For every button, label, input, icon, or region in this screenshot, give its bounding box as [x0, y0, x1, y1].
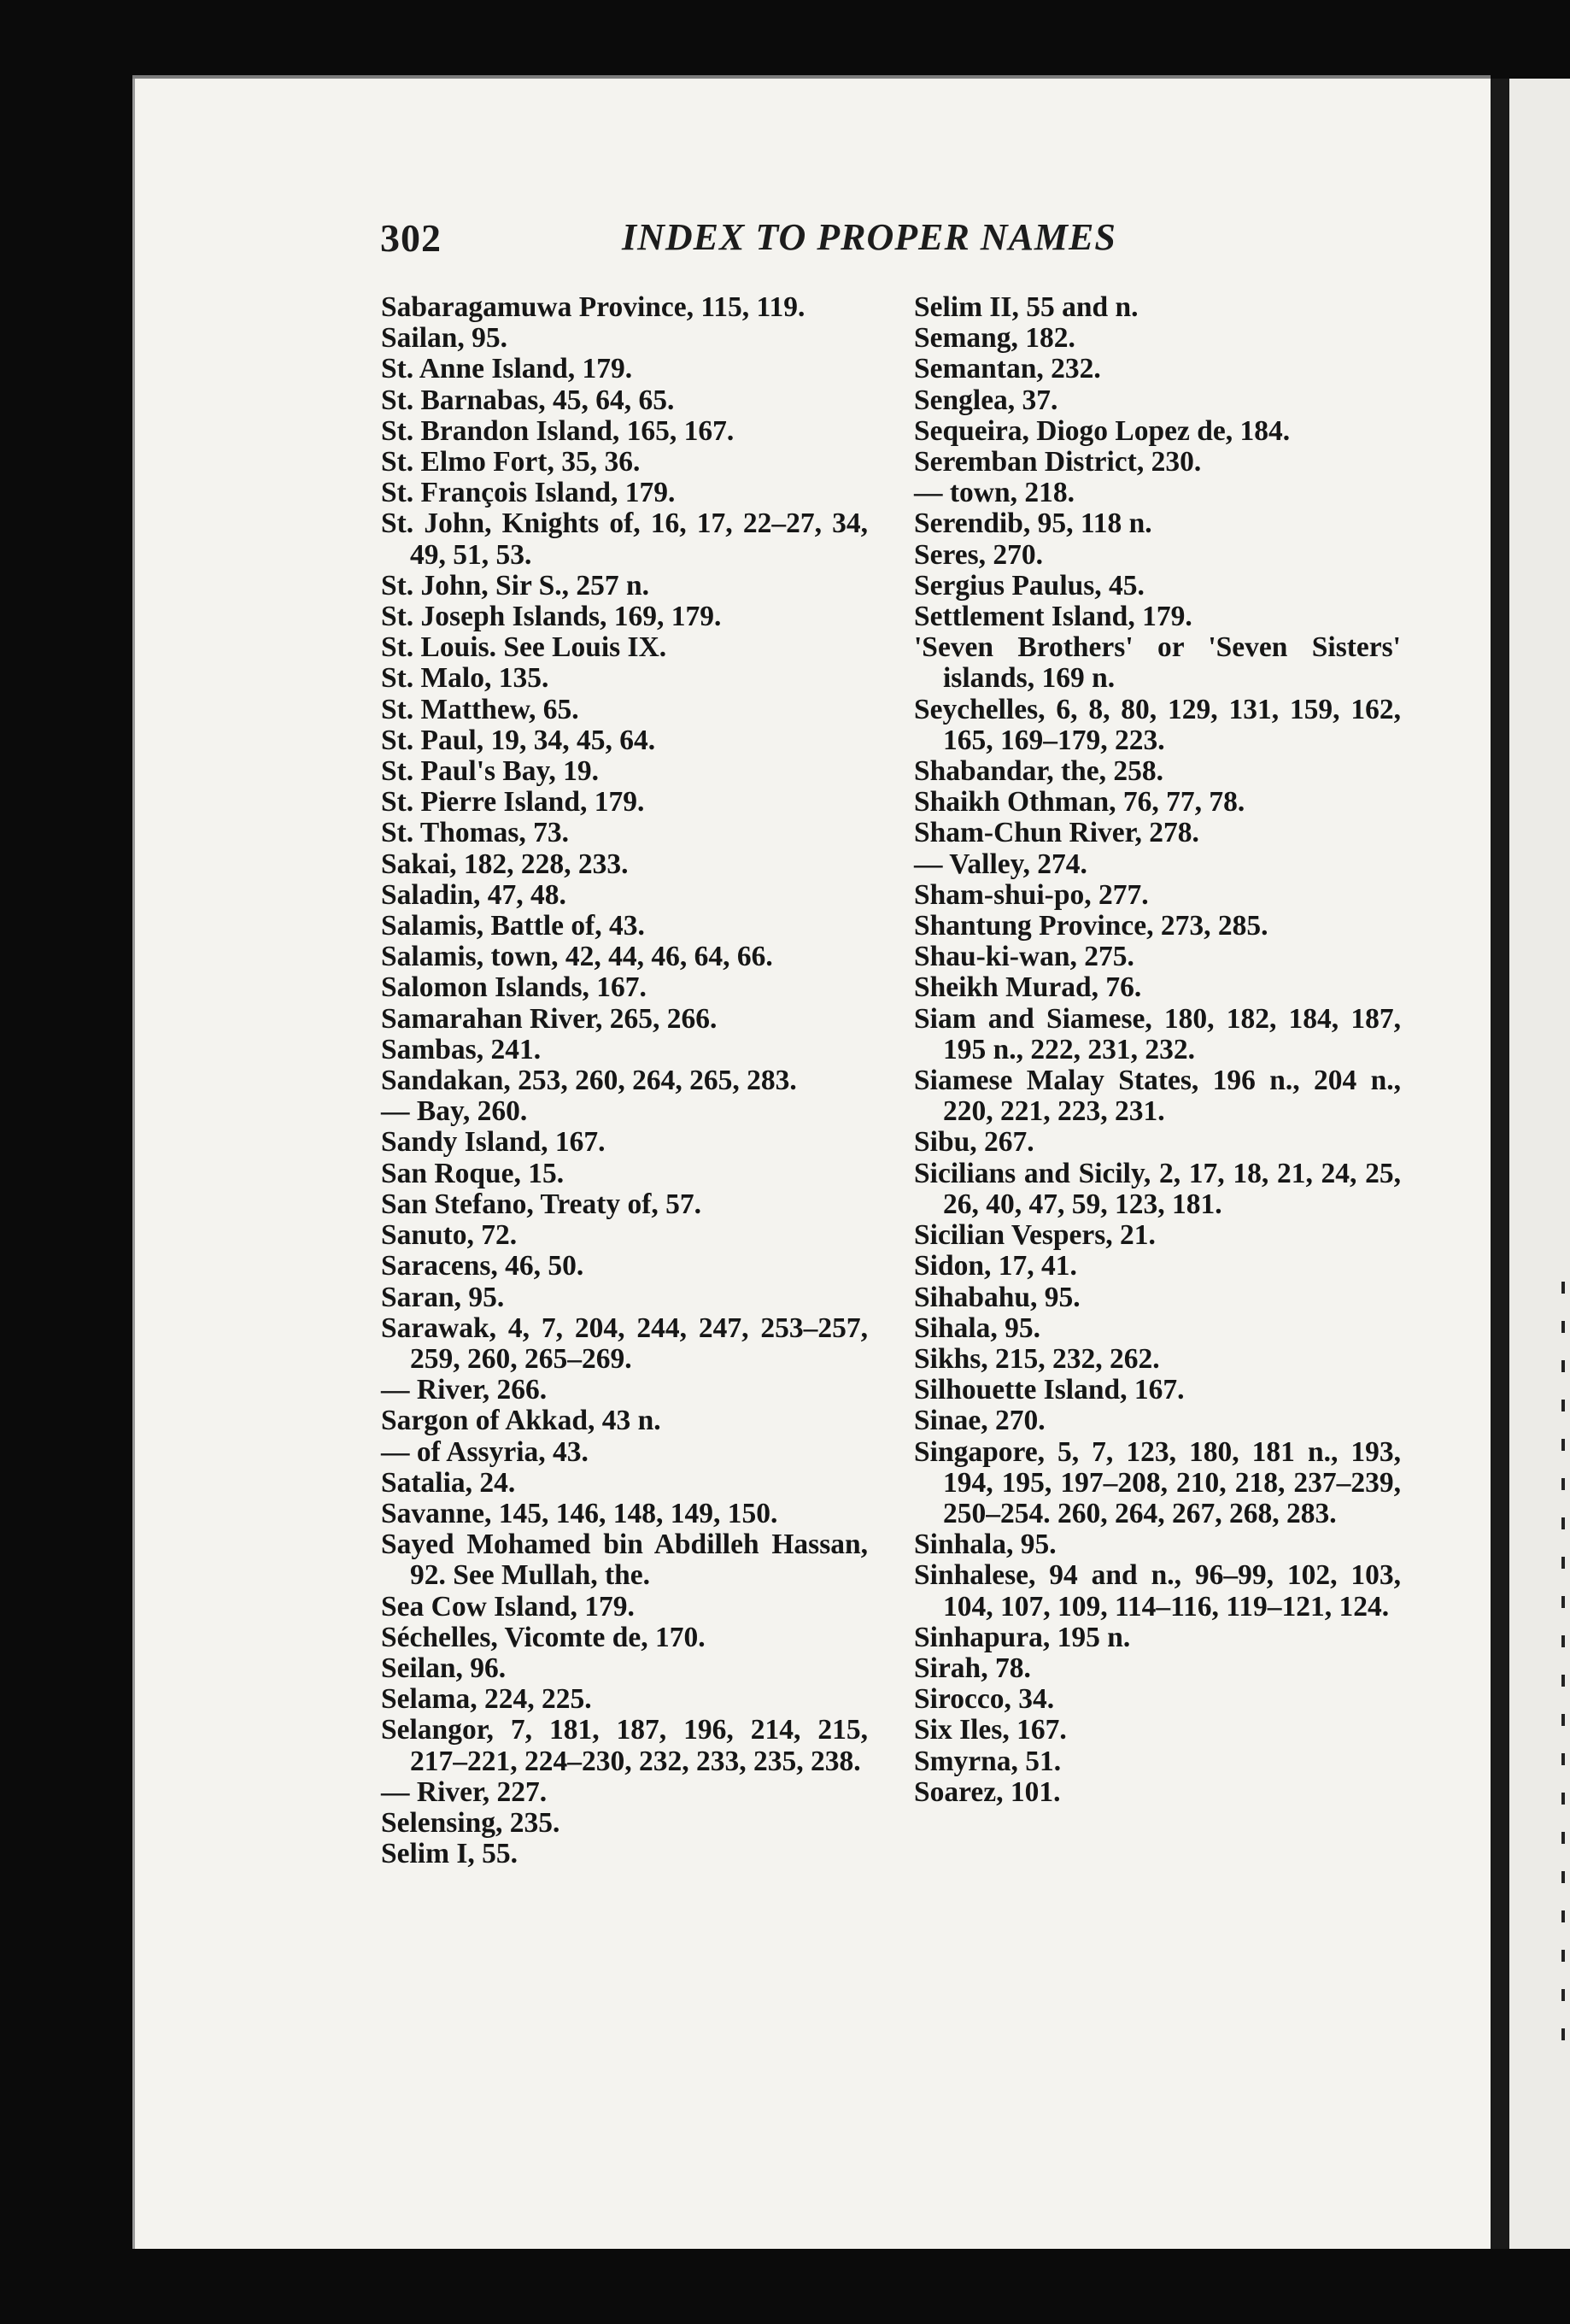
index-entry: Shabandar, the, 258. — [914, 755, 1163, 788]
index-entry: Samarahan River, 265, 266. — [381, 1002, 718, 1035]
index-entry: St. François Island, 179. — [381, 477, 676, 509]
index-entry: Siamese Malay States, 196 n., 204 n., 220, 221, 223, 231. — [914, 1065, 1401, 1128]
index-entry: — River, 266. — [381, 1374, 548, 1406]
index-entry: Sergius Paulus, 45. — [914, 569, 1145, 602]
index-column-left — [381, 292, 868, 1869]
index-entry: — Bay, 260. — [381, 1095, 528, 1128]
index-entry: Saladin, 47, 48. — [381, 878, 566, 911]
index-entry: St. Malo, 135. — [381, 662, 549, 695]
index-entry: Salomon Islands, 167. — [381, 971, 647, 1004]
index-entry: San Roque, 15. — [381, 1157, 565, 1189]
index-entry: Sham-Chun River, 278. — [914, 817, 1199, 849]
index-entry: St. John, Sir S., 257 n. — [381, 569, 650, 602]
index-entry: Soarez, 101. — [914, 1775, 1061, 1808]
index-entry: St. Matthew, 65. — [381, 693, 579, 725]
index-entry: Sargon of Akkad, 43 n. — [381, 1405, 661, 1437]
index-entry: Sailan, 95. — [381, 322, 508, 355]
index-entry: St. Barnabas, 45, 64, 65. — [381, 384, 675, 416]
index-entry: Séchelles, Vicomte de, 170. — [381, 1621, 706, 1653]
index-entry: Sinhala, 95. — [914, 1529, 1057, 1561]
index-entry: St. Joseph Islands, 169, 179. — [381, 601, 722, 633]
index-entry: Sayed Mohamed bin Abdilleh Hassan, 92. See Mullah, the. — [381, 1529, 868, 1592]
index-entry: Saran, 95. — [381, 1281, 505, 1313]
index-entry: St. John, Knights of, 16, 17, 22–27, 34, 49, 51, 53. — [381, 508, 868, 571]
index-entry: Selangor, 7, 181, 187, 196, 214, 215, 217–221, 224–230, 232, 233, 235, 238. — [381, 1714, 868, 1777]
index-entry: Siam and Siamese, 180, 182, 184, 187, 195 n., 222, 231, 232. — [914, 1002, 1401, 1065]
index-entry: Sibu, 267. — [914, 1126, 1034, 1159]
index-entry: St. Thomas, 73. — [381, 817, 569, 849]
index-entry: Settlement Island, 179. — [914, 601, 1192, 633]
index-entry: Senglea, 37. — [914, 384, 1058, 416]
index-entry: 'Seven Brothers' or 'Seven Sisters' islands, 169 n. — [914, 631, 1401, 695]
index-entry: Serendib, 95, 118 n. — [914, 508, 1152, 540]
index-column-right — [914, 292, 1401, 1808]
index-entry: Sabaragamuwa Province, 115, 119. — [381, 291, 806, 323]
facing-page-marks — [1561, 1282, 1565, 2051]
index-entry: Shaikh Othman, 76, 77, 78. — [914, 786, 1245, 819]
index-entry: Sarawak, 4, 7, 204, 244, 247, 253–257, 259, 260, 265–269. — [381, 1312, 868, 1375]
index-entry: Sihala, 95. — [914, 1312, 1041, 1344]
running-head: INDEX TO PROPER NAMES — [622, 216, 1116, 258]
index-entry: St. Paul's Bay, 19. — [381, 755, 600, 788]
index-entry: Sidon, 17, 41. — [914, 1250, 1077, 1282]
index-entry: Sinhalese, 94 and n., 96–99, 102, 103, 104, 107, 109, 114–116, 119–121, 124. — [914, 1559, 1401, 1623]
index-entry: St. Anne Island, 179. — [381, 353, 633, 385]
page-number: 302 — [380, 216, 442, 260]
index-entry: Sanuto, 72. — [381, 1219, 518, 1252]
index-entry: Selim I, 55. — [381, 1838, 518, 1870]
index-entry: Sequeira, Diogo Lopez de, 184. — [914, 414, 1291, 447]
index-entry: Semang, 182. — [914, 322, 1075, 355]
index-entry: Sicilians and Sicily, 2, 17, 18, 21, 24, 25, 26, 40, 47, 59, 123, 181. — [914, 1157, 1401, 1220]
index-entry: Salamis, town, 42, 44, 46, 64, 66. — [381, 941, 773, 973]
index-entry: St. Paul, 19, 34, 45, 64. — [381, 724, 656, 756]
index-entry: Selim II, 55 and n. — [914, 291, 1139, 323]
index-entry: Singapore, 5, 7, 123, 180, 181 n., 193, 194, 195, 197–208, 210, 218, 237–239, 250–254. 260, 264, 267, 268, 283. — [914, 1435, 1401, 1529]
index-entry: Sham-shui-po, 277. — [914, 878, 1149, 911]
index-entry: St. Elmo Fort, 35, 36. — [381, 446, 641, 478]
index-entry: Seilan, 96. — [381, 1652, 507, 1684]
book-gutter — [1491, 79, 1509, 2249]
index-entry: Selama, 224, 225. — [381, 1683, 592, 1716]
index-entry: Shantung Province, 273, 285. — [914, 910, 1268, 942]
index-entry: Sinae, 270. — [914, 1405, 1046, 1437]
index-entry: Semantan, 232. — [914, 353, 1101, 385]
index-entry: Six Iles, 167. — [914, 1714, 1067, 1746]
index-entry: Seres, 270. — [914, 538, 1044, 571]
index-entry: Selensing, 235. — [381, 1806, 560, 1839]
index-entry: Sambas, 241. — [381, 1033, 542, 1065]
index-entry: Salamis, Battle of, 43. — [381, 910, 645, 942]
index-entry: Sirocco, 34. — [914, 1683, 1055, 1716]
index-entry: Silhouette Island, 167. — [914, 1374, 1185, 1406]
index-entry: Sicilian Vespers, 21. — [914, 1219, 1156, 1252]
index-entry: St. Louis. See Louis IX. — [381, 631, 667, 664]
index-entry: Sandy Island, 167. — [381, 1126, 606, 1159]
index-entry: Sihabahu, 95. — [914, 1281, 1081, 1313]
index-entry: Savanne, 145, 146, 148, 149, 150. — [381, 1497, 778, 1529]
index-entry: Smyrna, 51. — [914, 1745, 1062, 1777]
index-entry: Sandakan, 253, 260, 264, 265, 283. — [381, 1065, 797, 1097]
index-entry: Satalia, 24. — [381, 1466, 516, 1499]
index-entry: Shau-ki-wan, 275. — [914, 941, 1134, 973]
index-entry: Sikhs, 215, 232, 262. — [914, 1342, 1160, 1375]
index-entry: — Valley, 274. — [914, 848, 1087, 880]
index-entry: — town, 218. — [914, 477, 1075, 509]
index-entry: Sakai, 182, 228, 233. — [381, 848, 629, 880]
index-entry: Sheikh Murad, 76. — [914, 971, 1142, 1004]
index-entry: — of Assyria, 43. — [381, 1435, 589, 1468]
index-entry: Seremban District, 230. — [914, 446, 1202, 478]
index-entry: San Stefano, Treaty of, 57. — [381, 1188, 702, 1220]
index-entry: Sinhapura, 195 n. — [914, 1621, 1131, 1653]
index-entry: — River, 227. — [381, 1775, 548, 1808]
index-entry: St. Pierre Island, 179. — [381, 786, 645, 819]
index-entry: Sirah, 78. — [914, 1652, 1031, 1684]
index-entry: Seychelles, 6, 8, 80, 129, 131, 159, 162, 165, 169–179, 223. — [914, 693, 1401, 756]
index-entry: St. Brandon Island, 165, 167. — [381, 414, 735, 447]
index-entry: Saracens, 46, 50. — [381, 1250, 584, 1282]
index-entry: Sea Cow Island, 179. — [381, 1590, 635, 1623]
